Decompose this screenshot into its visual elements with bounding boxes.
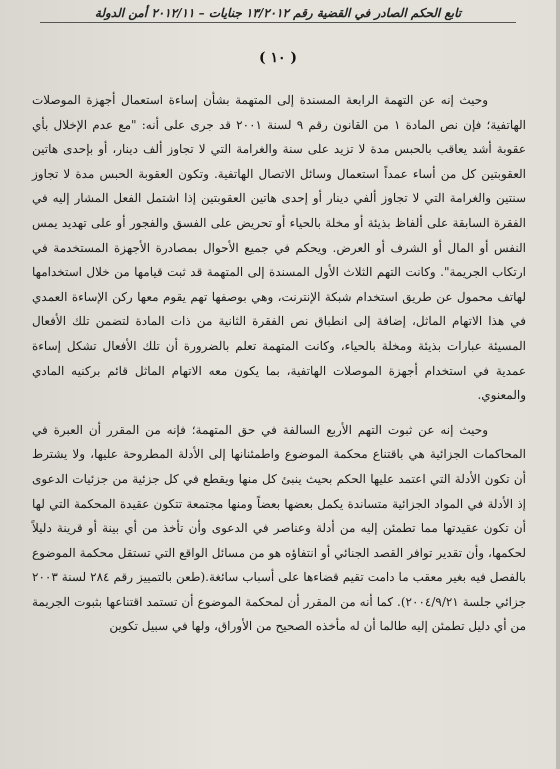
paragraph-text: وحيث إنه عن ثبوت التهم الأربع السالفة في حق المتهمة؛ فإنه من المقرر أن العبرة في المحاكمات الجزائية هي باقتناع محكمة الموضوع واطمئنانها إلى الأدلة المطروحة عليها، ولا يشترط أن تكون الأدلة التي اعتمد عليها الحكم بحيث ينبئ كل منها ويقطع في كل جزئية من جزئيات الدعوى إذ الأدلة في المواد الجزائية متساندة يكمل بعضها بعضاً ومنها مجتمعة تتكون عقيدة المحكمة التي لها أن تكون عقيدتها مما تطمئن إليه من أدلة وعناصر في الدعوى وأن تأخذ من أي بينة أو قرينة دليلاً لحكمها، وأن تقدير توافر القصد الجنائي أو انتفاؤه هو من مسائل الواقع التي تستقل محكمة الموضوع بالفصل فيه بغير معقب ما دامت تقيم قضاءها على أسباب سائغة.(طعن بالتمييز رقم ٢٨٤ لسنة ٢٠٠٣ جزائي جلسة ٢٠٠٤/٩/٢١). كما أنه من المقرر أن لمحكمة الموضوع أن تستمد اقتناعها بثبوت الجريمة من أي دليل تطمئن إليه طالما أن له مأخذه الصحيح من الأوراق، ولها في سبيل تكوين (32, 422, 526, 634)
paragraph-text: وحيث إنه عن التهمة الرابعة المسندة إلى المتهمة بشأن إساءة استعمال أجهزة الموصلات الهاتفية؛ فإن نص المادة ١ من القانون رقم ٩ لسنة ٢٠٠١ قد جرى على أنه: "مع عدم الإخلال بأي عقوبة أشد يعاقب بالحبس مدة لا تزيد على سنة والغرامة التي لا تجاوز ألف دينار، أو بإحدى هاتين العقوبتين كل من أساء عمداً استعمال وسائل الاتصال الهاتفية. وتكون العقوبة الحبس مدة لا تجاوز سنتين والغرامة التي لا تجاوز ألفي دينار أو إحدى هاتين العقوبتين إذا اشتمل الفعل المشار إليه في الفقرة السابقة على ألفاظ بذيئة أو مخلة بالحياء أو تحريض على الفسق والفجور أو على تهديد يمس النفس أو المال أو الشرف أو العرض. ويحكم في جميع الأحوال بمصادرة الأجهزة المستخدمة في ارتكاب الجريمة". وكانت التهم الثلاث الأول المسندة إلى المتهمة قد ثبت قيامها من خلال استخدامها لهاتف محمول عن طريق استخدام شبكة الإنترنت، وهي بوصفها تهم يقوم معها ركن الإساءة العمدي في هذا الاتهام الماثل، إضافة إلى انطباق نص الفقرة الثانية من ذات المادة لتضمن تلك الأفعال المسيئة عبارات بذيئة ومخلة بالحياء، وكانت المتهمة تعلم بالضرورة أن تلك الأفعال تشكل إساءة عمدية في استخدام أجهزة الموصلات الهاتفية، بما يكون معه الاتهام الماثل قائم بركنيه المادي والمعنوي. (32, 93, 527, 403)
page-number: ( ١٠ ) (258, 50, 298, 66)
document-body (32, 88, 526, 639)
paragraph-evidence (32, 418, 526, 639)
page-header: تابع الحكم الصادر في القضية رقم ١٣/٢٠١٢ جنايات – ٢٠١٢/١١ أمن الدولة (40, 6, 516, 23)
paragraph-fourth-charge (32, 88, 526, 408)
